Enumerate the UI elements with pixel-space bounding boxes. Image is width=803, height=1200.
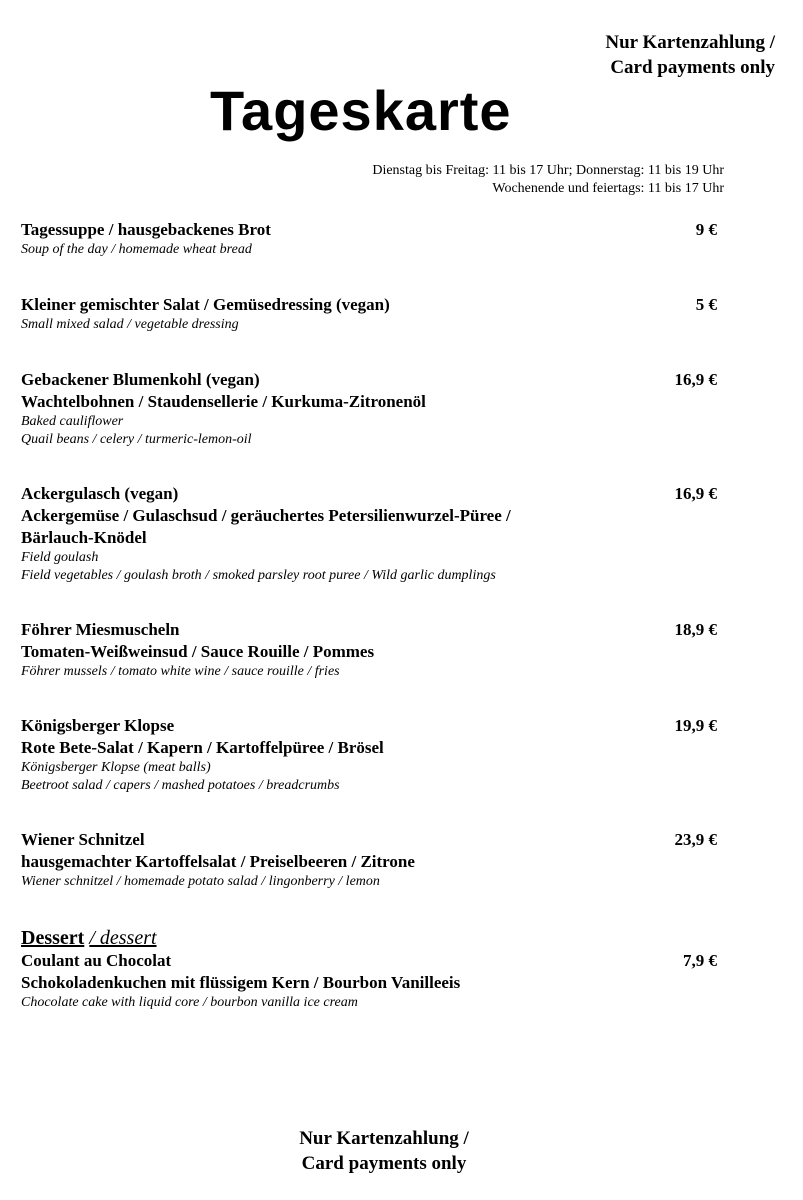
item-translation: Chocolate cake with liquid core / bourbon vanilla ice cream	[21, 995, 358, 1010]
item-name: Kleiner gemischter Salat / Gemüsedressing (vegan)	[21, 295, 390, 314]
item-translation: Small mixed salad / vegetable dressing	[21, 317, 239, 332]
menu-item-klopse	[21, 715, 721, 795]
dessert-heading-de: Dessert	[21, 927, 85, 949]
item-price: 23,9 €	[674, 830, 717, 849]
page-title: Tageskarte	[210, 79, 512, 142]
item-price: 7,9 €	[683, 951, 717, 970]
dessert-heading	[21, 926, 721, 950]
card-payment-note-bottom	[0, 1126, 768, 1176]
item-description: Rote Bete-Salat / Kapern / Kartoffelpüree / Brösel	[21, 738, 384, 757]
card-payment-note-line-de: Nur Kartenzahlung /	[605, 32, 775, 53]
item-description: Tomaten-Weißweinsud / Sauce Rouille / Pommes	[21, 642, 375, 661]
item-name: Coulant au Chocolat	[21, 951, 172, 970]
card-payment-note-top	[605, 30, 775, 80]
item-price: 5 €	[695, 295, 717, 314]
dessert-section	[21, 926, 721, 1012]
menu-item-cauliflower	[21, 369, 721, 449]
item-translation: Föhrer mussels / tomato white wine / sauce rouille / fries	[21, 664, 340, 679]
menu-item-schnitzel	[21, 829, 721, 891]
item-price: 16,9 €	[674, 484, 717, 503]
card-payment-note-line-en: Card payments only	[301, 1153, 467, 1174]
item-translation: Wiener schnitzel / homemade potato salad / lingonberry / lemon	[21, 874, 380, 889]
item-description: Schokoladenkuchen mit flüssigem Kern / Bourbon Vanilleeis	[21, 973, 461, 992]
item-name: Tagessuppe / hausgebackenes Brot	[21, 220, 271, 239]
dessert-heading-en: / dessert	[89, 927, 157, 949]
opening-hours	[372, 162, 724, 198]
item-price: 18,9 €	[674, 620, 717, 639]
item-translation-description: Beetroot salad / capers / mashed potatoes / breadcrumbs	[21, 778, 340, 793]
item-translation: Baked cauliflower	[21, 414, 124, 429]
menu-item-coulant	[21, 950, 721, 1012]
item-price: 16,9 €	[674, 370, 717, 389]
item-description-cont: Bärlauch-Knödel	[21, 528, 147, 547]
item-price: 19,9 €	[674, 716, 717, 735]
item-name: Ackergulasch (vegan)	[21, 484, 179, 503]
item-name: Föhrer Miesmuscheln	[21, 620, 180, 639]
item-name: Gebackener Blumenkohl (vegan)	[21, 370, 260, 389]
item-translation-description: Quail beans / celery / turmeric-lemon-oil	[21, 432, 252, 447]
menu-item-mussels	[21, 619, 721, 681]
item-price: 9 €	[695, 220, 717, 239]
card-payment-note-line-en: Card payments only	[610, 57, 775, 78]
item-translation-description: Field vegetables / goulash broth / smoked parsley root puree / Wild garlic dumplings	[21, 568, 496, 583]
item-name: Wiener Schnitzel	[21, 830, 145, 849]
menu-item-goulash	[21, 483, 721, 585]
item-translation: Field goulash	[21, 550, 99, 565]
item-translation: Soup of the day / homemade wheat bread	[21, 242, 252, 257]
item-description: Ackergemüse / Gulaschsud / geräuchertes Petersilienwurzel-Püree /	[21, 506, 511, 525]
item-description: hausgemachter Kartoffelsalat / Preiselbeeren / Zitrone	[21, 852, 415, 871]
item-name: Königsberger Klopse	[21, 716, 175, 735]
menu-item-salad	[21, 294, 721, 334]
item-translation: Königsberger Klopse (meat balls)	[21, 760, 211, 775]
item-description: Wachtelbohnen / Staudensellerie / Kurkuma-Zitronenöl	[21, 392, 426, 411]
opening-hours-weekdays: Dienstag bis Freitag: 11 bis 17 Uhr; Donnerstag: 11 bis 19 Uhr	[372, 163, 724, 178]
menu-item-soup	[21, 219, 721, 259]
card-payment-note-line-de: Nur Kartenzahlung /	[299, 1128, 469, 1149]
opening-hours-weekend: Wochenende und feiertags: 11 bis 17 Uhr	[492, 181, 724, 196]
